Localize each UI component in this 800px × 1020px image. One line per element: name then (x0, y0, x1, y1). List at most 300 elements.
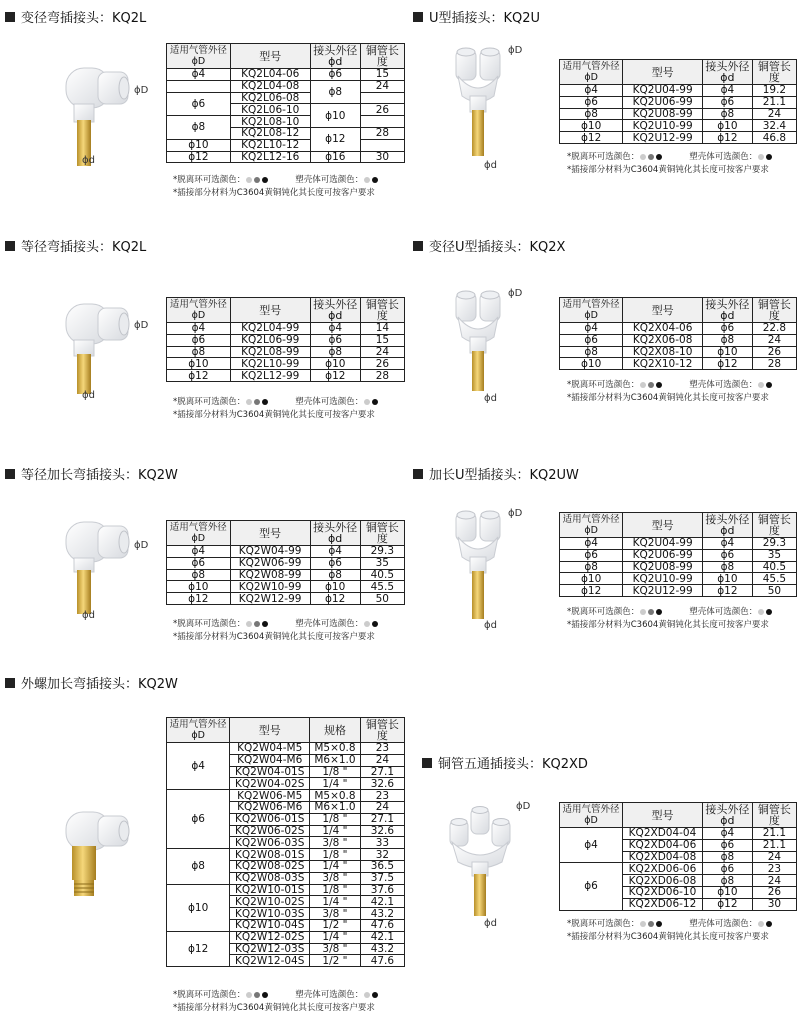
body-color-label: 塑壳体可选颜色： (295, 990, 364, 1000)
table-cell: 21.1 (752, 828, 796, 840)
table-cell: KQ2X06-08 (623, 334, 703, 346)
color-dot-gray (648, 609, 654, 615)
table-cell: KQ2W06-99 (230, 557, 310, 569)
table-cell: ϕ12 (560, 132, 623, 144)
table-cell: 14 (360, 323, 404, 335)
table-cell: ϕ10 (167, 884, 230, 931)
table-cell: ϕ10 (560, 120, 623, 132)
table-cell: KQ2W08-99 (230, 569, 310, 581)
table-cell: ϕ8 (167, 116, 231, 140)
table-row (167, 80, 405, 92)
table-cell: ϕ12 (310, 593, 360, 605)
table-cell: 42.1 (360, 896, 404, 908)
table-cell: 23 (360, 743, 404, 755)
table-header-cell: 铜管长度 (360, 298, 404, 323)
table-cell: 3/8 " (310, 837, 361, 849)
table-header-row (560, 298, 797, 323)
bullet-square-icon (413, 469, 423, 479)
table-cell: KQ2W06-02S (230, 825, 310, 837)
table-cell: 26 (752, 346, 796, 358)
bullet-square-icon (5, 469, 15, 479)
table-cell: ϕ12 (702, 358, 752, 370)
spec-table-kq2u (559, 59, 797, 144)
table-cell: ϕ6 (702, 323, 752, 335)
table-cell: 27.1 (360, 813, 404, 825)
table-cell: ϕ12 (167, 931, 230, 966)
color-dot-gray (648, 382, 654, 388)
table-header-cell: 适用气管外径 ϕD (560, 60, 623, 85)
color-dot-light-gray (758, 154, 764, 160)
table-cell: 23 (752, 863, 796, 875)
table-cell: KQ2U12-99 (623, 585, 703, 597)
table-row (560, 828, 797, 840)
table-cell: ϕ10 (167, 358, 231, 370)
color-dot-black (766, 382, 772, 388)
table-cell: 35 (752, 549, 796, 561)
table-cell: 24 (752, 334, 796, 346)
spec-table-kq2w-extended (166, 520, 405, 605)
brass-material-note: *插接部分材料为C3604黄铜钝化其长度可按客户要求 (567, 165, 769, 175)
table-cell: ϕ10 (702, 346, 752, 358)
table-header-cell: 型号 (623, 803, 703, 828)
table-cell: 1/8 " (310, 813, 361, 825)
table-cell: ϕ4 (560, 828, 623, 863)
table-header-cell: 型号 (623, 60, 703, 85)
table-cell: 1/4 " (310, 931, 361, 943)
table-cell: 40.5 (360, 569, 404, 581)
phi-D-label: ϕD (134, 540, 149, 551)
elbow-fitting-image (58, 62, 134, 172)
phi-d-label: ϕd (82, 610, 95, 621)
phi-D-label: ϕD (508, 508, 523, 519)
color-dot-light-gray (640, 382, 646, 388)
color-dot-black (656, 382, 662, 388)
table-row (560, 585, 797, 597)
table-cell: ϕ10 (560, 358, 623, 370)
table-header-cell: 适用气管外径 ϕD (167, 718, 230, 743)
table-cell (360, 116, 404, 128)
color-dot-light-gray (364, 399, 370, 405)
table-row (167, 334, 405, 346)
table-header-cell: 接头外径 ϕd (702, 513, 752, 538)
brass-material-note: *插接部分材料为C3604黄铜钝化其长度可按客户要求 (567, 620, 769, 630)
brass-material-note: *插接部分材料为C3604黄铜钝化其长度可按客户要求 (173, 410, 375, 420)
section-title-kq2xd: 铜管五通插接头：KQ2XD (422, 753, 588, 772)
table-cell: KQ2L04-06 (230, 69, 310, 81)
table-cell: ϕ6 (167, 334, 231, 346)
section-title-kq2l-reducing: 变径弯插接头：KQ2L (5, 7, 146, 26)
table-header-cell: 适用气管外径 ϕD (167, 298, 231, 323)
table-cell: KQ2L10-99 (230, 358, 310, 370)
phi-d-label: ϕd (484, 620, 497, 631)
table-cell: ϕ6 (560, 334, 623, 346)
table-header-row (167, 521, 405, 546)
table-cell: ϕ4 (167, 743, 230, 790)
table-cell: ϕ4 (702, 85, 752, 97)
table-cell: 23 (360, 790, 404, 802)
table-cell: KQ2U12-99 (623, 132, 703, 144)
phi-D-label: ϕD (516, 801, 531, 812)
table-cell: 46.8 (752, 132, 796, 144)
color-dot-light-gray (640, 921, 646, 927)
table-row (167, 116, 405, 128)
color-dot-gray (254, 177, 260, 183)
table-cell: KQ2XD06-12 (623, 898, 703, 910)
table-header-row (560, 513, 797, 538)
table-cell: ϕ12 (167, 593, 231, 605)
extended-u-fitting-image (450, 505, 506, 623)
table-cell: ϕ8 (167, 849, 230, 884)
table-cell: 1/8 " (310, 849, 361, 861)
color-note (173, 174, 379, 200)
table-cell: KQ2U04-99 (623, 85, 703, 97)
color-dot-black (656, 609, 662, 615)
table-row (560, 549, 797, 561)
color-dot-black (372, 992, 378, 998)
table-row (560, 120, 797, 132)
table-row (167, 139, 405, 151)
table-cell: 3/8 " (310, 908, 361, 920)
body-color-label: 塑壳体可选颜色： (689, 919, 758, 929)
brass-material-note: *插接部分材料为C3604黄铜钝化其长度可按客户要求 (173, 632, 375, 642)
table-cell: ϕ10 (702, 886, 752, 898)
table-cell: 1/2 " (310, 955, 361, 967)
table-cell: 1/4 " (310, 825, 361, 837)
u-fitting-image (450, 40, 506, 160)
color-dot-black (656, 921, 662, 927)
table-header-cell: 铜管长度 (752, 60, 796, 85)
table-cell: 33 (360, 837, 404, 849)
table-cell: 26 (360, 358, 404, 370)
color-dot-light-gray (246, 399, 252, 405)
table-row (167, 581, 405, 593)
table-cell: ϕ12 (702, 898, 752, 910)
table-cell: M6×1.0 (310, 801, 361, 813)
section-title-kq2l-equal: 等径弯插接头：KQ2L (5, 236, 146, 255)
table-cell: 1/4 " (310, 778, 361, 790)
table-cell: ϕ4 (310, 323, 360, 335)
table-header-cell: 铜管长度 (752, 298, 796, 323)
table-cell: 24 (752, 851, 796, 863)
table-header-cell: 型号 (623, 513, 703, 538)
table-cell: ϕ8 (702, 875, 752, 887)
table-row (560, 132, 797, 144)
table-cell: ϕ12 (560, 585, 623, 597)
color-dot-black (262, 399, 268, 405)
table-cell: 42.1 (360, 931, 404, 943)
table-cell: KQ2L08-99 (230, 346, 310, 358)
table-row (167, 557, 405, 569)
table-cell: ϕ4 (167, 323, 231, 335)
table-cell: ϕ6 (167, 790, 230, 849)
spec-table-kq2x (559, 297, 797, 370)
color-dot-black (372, 177, 378, 183)
table-cell: KQ2U08-99 (623, 108, 703, 120)
table-cell: ϕ8 (310, 80, 360, 104)
table-cell: KQ2L10-12 (230, 139, 310, 151)
color-dot-light-gray (364, 992, 370, 998)
table-cell: ϕ4 (167, 546, 231, 558)
table-cell: 36.5 (360, 860, 404, 872)
table-header-cell: 型号 (230, 718, 310, 743)
table-row (167, 370, 405, 382)
table-cell: 47.6 (360, 955, 404, 967)
table-cell: KQ2L12-99 (230, 370, 310, 382)
table-cell: ϕ10 (167, 581, 231, 593)
table-cell: ϕ12 (310, 127, 360, 151)
table-row (560, 561, 797, 573)
table-cell: ϕ8 (702, 561, 752, 573)
color-note (173, 396, 379, 422)
table-cell: KQ2L08-10 (230, 116, 310, 128)
color-dot-light-gray (364, 177, 370, 183)
reducing-u-fitting-image (450, 285, 506, 395)
color-dot-black (262, 621, 268, 627)
table-cell: 32.6 (360, 778, 404, 790)
table-row (560, 358, 797, 370)
color-note (567, 606, 773, 632)
table-cell: 15 (360, 334, 404, 346)
table-cell: 35 (360, 557, 404, 569)
table-row (560, 96, 797, 108)
table-header-cell: 铜管长度 (752, 513, 796, 538)
table-cell: KQ2W08-03S (230, 872, 310, 884)
color-note (567, 379, 773, 405)
table-header-cell: 铜管长度 (360, 718, 404, 743)
table-cell: KQ2W04-99 (230, 546, 310, 558)
table-cell: 37.6 (360, 884, 404, 896)
ring-color-label: *脱离环可选颜色： (567, 152, 640, 162)
color-dot-gray (254, 399, 260, 405)
ring-color-label: *脱离环可选颜色： (173, 990, 246, 1000)
phi-d-label: ϕd (82, 155, 95, 166)
table-cell: 30 (752, 898, 796, 910)
table-header-cell: 型号 (623, 298, 703, 323)
table-cell: ϕ6 (702, 549, 752, 561)
color-dot-light-gray (364, 621, 370, 627)
section-title-kq2w-threaded: 外螺加长弯插接头：KQ2W (5, 673, 178, 692)
table-cell: 21.1 (752, 96, 796, 108)
color-dot-light-gray (640, 154, 646, 160)
bullet-square-icon (5, 678, 15, 688)
table-cell: KQ2XD04-04 (623, 828, 703, 840)
table-cell: KQ2W06-M6 (230, 801, 310, 813)
table-cell: 3/8 " (310, 943, 361, 955)
table-cell: ϕ6 (310, 334, 360, 346)
table-cell: KQ2U10-99 (623, 573, 703, 585)
table-cell: KQ2X08-10 (623, 346, 703, 358)
table-cell: KQ2W12-03S (230, 943, 310, 955)
table-cell: KQ2W04-M5 (230, 743, 310, 755)
five-way-fitting-image (446, 800, 514, 920)
table-cell: KQ2W04-M6 (230, 754, 310, 766)
spec-table-kq2l-reducing (166, 43, 405, 163)
table-cell: KQ2U06-99 (623, 549, 703, 561)
table-cell: 28 (360, 127, 404, 139)
table-row (560, 334, 797, 346)
color-dot-gray (254, 621, 260, 627)
table-cell: KQ2W10-99 (230, 581, 310, 593)
table-cell: KQ2W06-03S (230, 837, 310, 849)
table-cell: KQ2L08-12 (230, 127, 310, 139)
bullet-square-icon (413, 241, 423, 251)
body-color-label: 塑壳体可选颜色： (295, 397, 364, 407)
table-cell: ϕ6 (702, 839, 752, 851)
table-row (167, 546, 405, 558)
color-dot-gray (648, 921, 654, 927)
table-cell: ϕ6 (560, 96, 623, 108)
table-row (560, 323, 797, 335)
phi-d-label: ϕd (484, 918, 497, 929)
table-cell: KQ2W12-02S (230, 931, 310, 943)
color-dot-light-gray (246, 621, 252, 627)
body-color-label: 塑壳体可选颜色： (689, 607, 758, 617)
phi-d-label: ϕd (82, 390, 95, 401)
table-cell: ϕ6 (167, 557, 231, 569)
extended-elbow-fitting-image (58, 518, 134, 618)
color-dot-black (262, 177, 268, 183)
bullet-square-icon (5, 241, 15, 251)
color-dot-light-gray (640, 609, 646, 615)
color-dot-light-gray (246, 992, 252, 998)
bullet-square-icon (413, 12, 423, 22)
color-dot-black (372, 621, 378, 627)
table-cell: KQ2L06-08 (230, 92, 310, 104)
table-cell: ϕ10 (310, 581, 360, 593)
color-dot-light-gray (758, 382, 764, 388)
ring-color-label: *脱离环可选颜色： (173, 397, 246, 407)
brass-material-note: *插接部分材料为C3604黄铜钝化其长度可按客户要求 (173, 1003, 375, 1013)
table-row (167, 743, 405, 755)
elbow-fitting-image (58, 300, 134, 400)
table-cell: KQ2L06-10 (230, 104, 310, 116)
table-cell: 3/8 " (310, 872, 361, 884)
color-dot-black (766, 921, 772, 927)
table-cell: 26 (360, 104, 404, 116)
ring-color-label: *脱离环可选颜色： (173, 619, 246, 629)
table-cell: KQ2W08-01S (230, 849, 310, 861)
table-cell: ϕ8 (560, 346, 623, 358)
table-cell: ϕ10 (702, 120, 752, 132)
table-cell: 40.5 (752, 561, 796, 573)
table-cell: 45.5 (360, 581, 404, 593)
table-header-cell: 接头外径 ϕd (310, 521, 360, 546)
table-cell: ϕ10 (702, 573, 752, 585)
table-row (167, 790, 405, 802)
ring-color-label: *脱离环可选颜色： (567, 919, 640, 929)
bullet-square-icon (422, 758, 432, 768)
table-cell: ϕ8 (560, 108, 623, 120)
table-cell: KQ2W12-04S (230, 955, 310, 967)
table-cell: ϕ8 (167, 346, 231, 358)
table-cell: KQ2U06-99 (623, 96, 703, 108)
table-cell: ϕ12 (310, 370, 360, 382)
table-cell: ϕ4 (560, 538, 623, 550)
table-cell: ϕ12 (702, 585, 752, 597)
table-cell: ϕ4 (560, 85, 623, 97)
body-color-label: 塑壳体可选颜色： (689, 380, 758, 390)
table-cell: 28 (360, 370, 404, 382)
bullet-square-icon (5, 12, 15, 22)
table-cell: ϕ10 (310, 358, 360, 370)
color-dot-gray (648, 154, 654, 160)
table-cell: KQ2X10-12 (623, 358, 703, 370)
table-cell: KQ2W06-M5 (230, 790, 310, 802)
ring-color-label: *脱离环可选颜色： (567, 607, 640, 617)
table-cell: 24 (360, 346, 404, 358)
table-cell: KQ2XD04-06 (623, 839, 703, 851)
table-cell: 43.2 (360, 943, 404, 955)
table-cell: ϕ10 (310, 104, 360, 128)
section-title-kq2u: U型插接头：KQ2U (413, 7, 540, 26)
table-header-row (167, 718, 405, 743)
table-cell: 30 (360, 151, 404, 163)
table-header-cell: 适用气管外径 ϕD (560, 513, 623, 538)
table-cell: 1/2 " (310, 919, 361, 931)
table-cell: 32.6 (360, 825, 404, 837)
table-cell: KQ2X04-06 (623, 323, 703, 335)
table-cell: M6×1.0 (310, 754, 361, 766)
table-cell: ϕ8 (702, 334, 752, 346)
section-title-kq2w-extended: 等径加长弯插接头：KQ2W (5, 464, 178, 483)
table-row (560, 108, 797, 120)
phi-D-label: ϕD (508, 45, 523, 56)
table-row (167, 884, 405, 896)
table-cell: KQ2W08-02S (230, 860, 310, 872)
table-cell: ϕ12 (702, 132, 752, 144)
table-cell: 28 (752, 358, 796, 370)
threaded-elbow-fitting-image (58, 808, 134, 903)
table-cell: ϕ10 (167, 139, 231, 151)
table-header-cell: 适用气管外径 ϕD (167, 521, 231, 546)
color-dot-light-gray (758, 609, 764, 615)
table-row (167, 931, 405, 943)
phi-D-label: ϕD (134, 85, 149, 96)
table-header-cell: 铜管长度 (360, 521, 404, 546)
color-note (567, 151, 773, 177)
table-cell: ϕ12 (167, 370, 231, 382)
table-cell: ϕ16 (310, 151, 360, 163)
phi-D-label: ϕD (508, 288, 523, 299)
table-header-cell: 铜管长度 (360, 44, 404, 69)
table-header-cell: 规格 (310, 718, 361, 743)
table-cell: M5×0.8 (310, 743, 361, 755)
color-note (567, 918, 773, 944)
ring-color-label: *脱离环可选颜色： (567, 380, 640, 390)
table-header-row (560, 803, 797, 828)
table-row (167, 346, 405, 358)
body-color-label: 塑壳体可选颜色： (295, 619, 364, 629)
table-header-cell: 接头外径 ϕd (310, 44, 360, 69)
body-color-label: 塑壳体可选颜色： (295, 175, 364, 185)
body-color-label: 塑壳体可选颜色： (689, 152, 758, 162)
table-cell: 19.2 (752, 85, 796, 97)
table-row (167, 569, 405, 581)
color-dot-gray (254, 992, 260, 998)
table-row (167, 593, 405, 605)
color-dot-black (656, 154, 662, 160)
table-cell: KQ2U08-99 (623, 561, 703, 573)
color-note (173, 989, 379, 1015)
color-dot-light-gray (246, 177, 252, 183)
table-cell: ϕ8 (560, 561, 623, 573)
color-dot-black (372, 399, 378, 405)
section-title-kq2x: 变径U型插接头：KQ2X (413, 236, 565, 255)
table-cell: 29.3 (752, 538, 796, 550)
table-cell: ϕ8 (310, 346, 360, 358)
table-header-cell: 适用气管外径 ϕD (167, 44, 231, 69)
table-cell: KQ2W04-01S (230, 766, 310, 778)
